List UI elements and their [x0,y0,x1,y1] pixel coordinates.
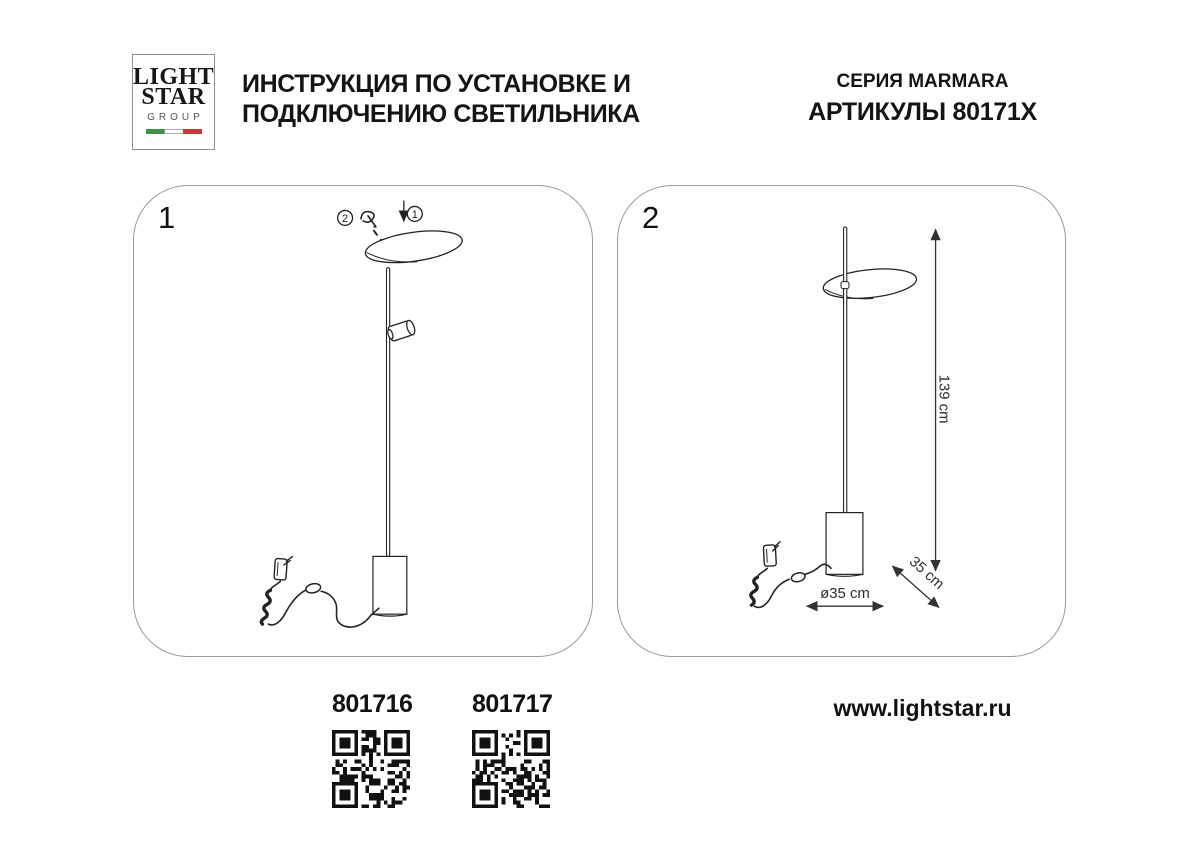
power-adapter [763,542,781,567]
lamp-base [373,556,407,616]
power-cord [751,564,831,607]
page-title-line2: ПОДКЛЮЧЕНИЮ СВЕТИЛЬНИКА [242,100,640,128]
lamp-base [826,513,863,577]
website-url: www.lightstar.ru [833,695,1012,721]
series-name: СЕРИЯ MARMARA [836,71,1009,92]
article-number-801716: 801716 [332,690,413,718]
step-1-panel [133,185,593,657]
logo-text-star: STAR [141,84,206,110]
callout-1-number: 1 [411,208,418,221]
height-dimension [936,230,953,570]
article-number-801717: 801717 [472,690,553,718]
foot-switch [790,571,806,583]
series-articles: АРТИКУЛЫ 80171X [808,98,1037,126]
lamp-shade [822,265,918,303]
diameter-dimension [807,585,883,606]
power-adapter [274,555,293,580]
step-2-panel [617,185,1066,657]
step-1-number: 1 [158,200,176,235]
screw-rotate-icon [361,212,376,228]
spotlight-head [386,319,416,342]
page-title-line1: ИНСТРУКЦИЯ ПО УСТАНОВКЕ И [242,70,631,98]
callout-1 [407,206,422,221]
cord-coil [261,590,270,624]
foot-switch [305,582,321,594]
qr-code-801717 [472,730,550,808]
depth-dimension-label: 35 cm [905,553,948,593]
lamp-pole [841,227,849,514]
logo-text-group: GROUP [147,112,204,123]
step-1-diagram [134,186,592,656]
diameter-dimension-label: ø35 cm [820,585,870,603]
lightstar-logo [132,54,215,150]
page-title [242,69,802,129]
lamp-pole [386,268,389,557]
logo-text-light: LIGHT [133,64,215,90]
callout-2 [338,210,353,225]
callout-2-number: 2 [342,212,349,225]
series-block [779,71,1066,127]
cord-coil [751,577,758,605]
step-2-number: 2 [642,200,660,235]
height-dimension-label: 139 cm [935,374,953,424]
italian-flag-bar [146,129,202,134]
lamp-shade [363,226,464,268]
shade-collar [841,282,849,289]
depth-dimension [893,553,948,607]
step-2-diagram [618,186,1065,656]
qr-code-801716 [332,730,410,808]
